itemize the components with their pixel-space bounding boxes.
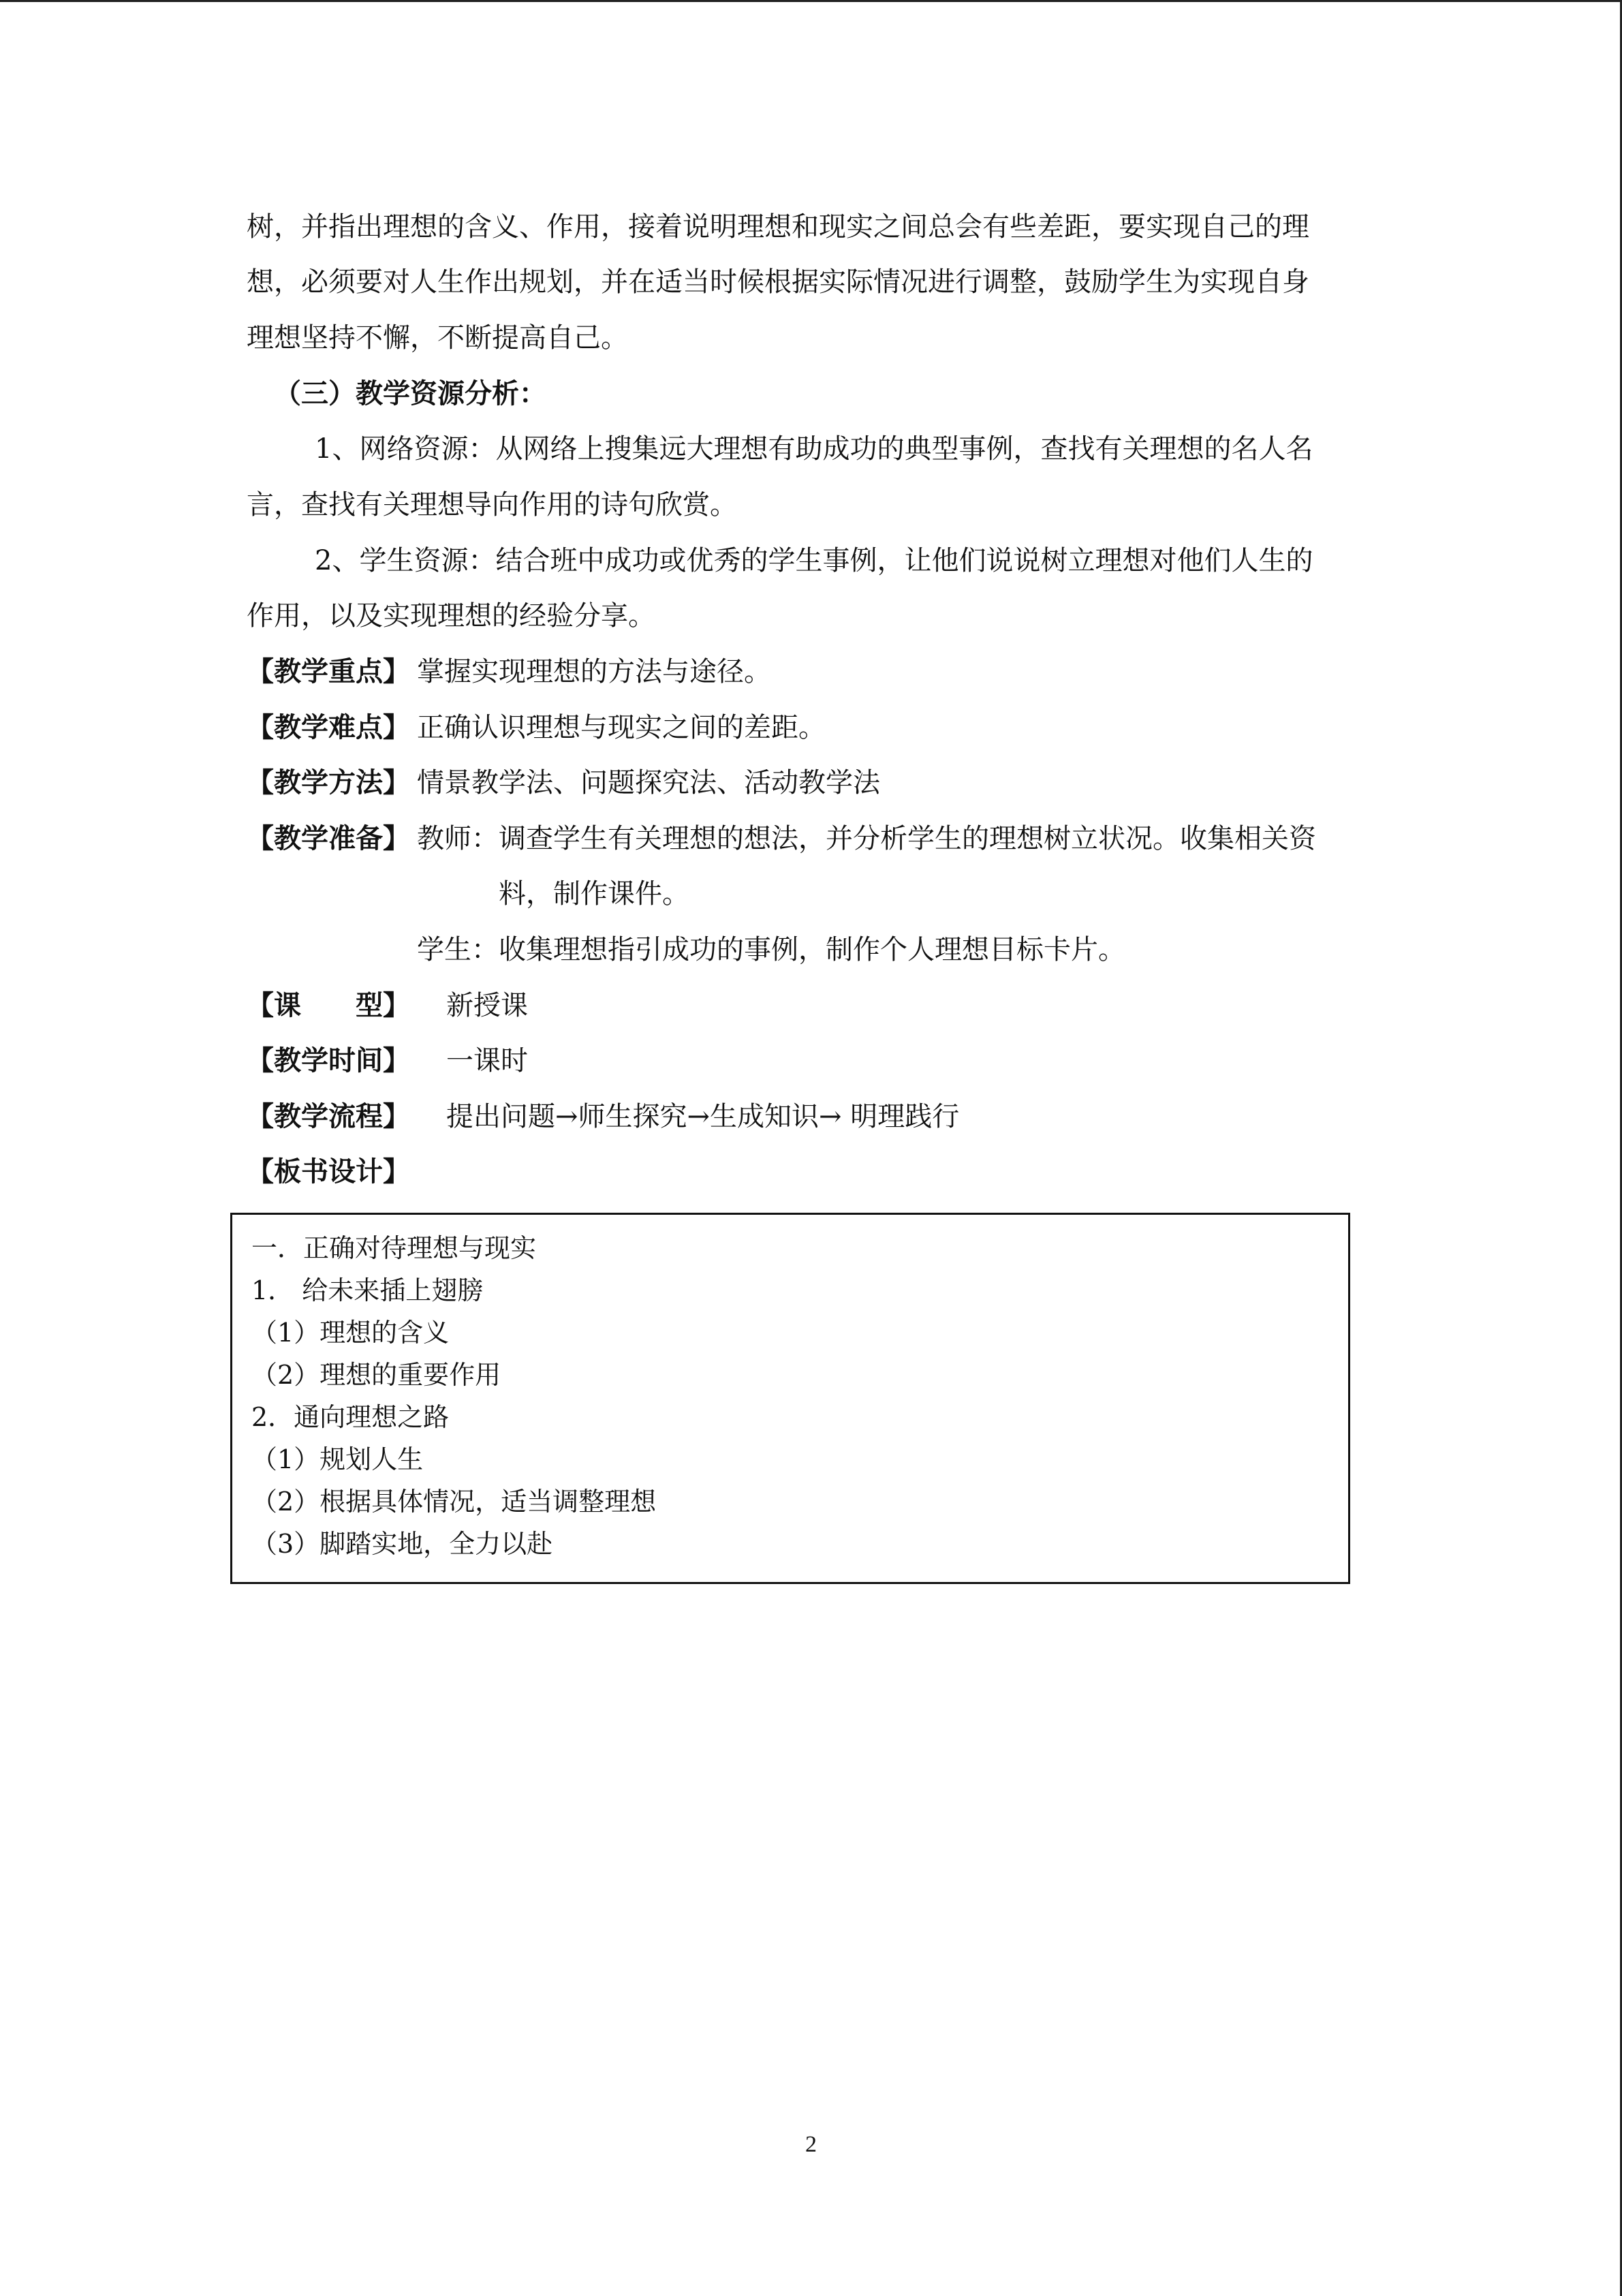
board-line-5: 2．通向理想之路: [251, 1402, 450, 1432]
time-value: 一课时: [446, 1045, 528, 1076]
prep-student: 学生：收集理想指引成功的事例，制作个人理想目标卡片。: [417, 934, 1125, 965]
intro-line-1: 树，并指出理想的含义、作用，接着说明理想和现实之间总会有些差距，要实现自己的理: [247, 211, 1309, 243]
flow-value: 提出问题→师生探究→生成知识→ 明理践行: [446, 1101, 960, 1132]
board-line-2: 1． 给未来插上翅膀: [251, 1275, 484, 1305]
resource-item-1-line-1: 1、网络资源：从网络上搜集远大理想有助成功的典型事例，查找有关理想的名人名: [315, 433, 1313, 465]
focus-value: 掌握实现理想的方法与途径。: [417, 656, 771, 687]
focus-label: 【教学重点】: [247, 655, 410, 687]
resource-item-1-line-2: 言，查找有关理想导向作用的诗句欣赏。: [247, 489, 737, 521]
intro-line-2: 想，必须要对人生作出规划，并在适当时候根据实际情况进行调整，鼓励学生为实现自身: [247, 266, 1309, 298]
flow-label: 【教学流程】: [247, 1100, 410, 1132]
board-design-label: 【板书设计】: [247, 1155, 410, 1188]
type-value: 新授课: [446, 990, 528, 1021]
resource-item-2-line-2: 作用，以及实现理想的经验分享。: [247, 600, 655, 632]
difficulty-value: 正确认识理想与现实之间的差距。: [417, 712, 826, 743]
prep-teacher-line-2: 料，制作课件。: [499, 878, 689, 910]
page-number: 2: [805, 2132, 817, 2157]
board-design-box: [230, 1213, 1350, 1584]
difficulty-label: 【教学难点】: [247, 711, 410, 743]
method-label: 【教学方法】: [247, 766, 410, 798]
board-line-6: （1）规划人生: [251, 1444, 424, 1474]
board-line-1: 一．正确对待理想与现实: [251, 1233, 537, 1263]
board-line-7: （2）根据具体情况，适当调整理想: [251, 1487, 657, 1517]
resource-item-2-line-1: 2、学生资源：结合班中成功或优秀的学生事例，让他们说说树立理想对他们人生的: [315, 545, 1313, 576]
board-line-3: （1）理想的含义: [251, 1318, 450, 1348]
type-label: 【课 型】: [247, 989, 410, 1021]
prep-teacher-line-1: 教师：调查学生有关理想的想法，并分析学生的理想树立状况。收集相关资: [417, 823, 1316, 854]
board-line-8: （3）脚踏实地，全力以赴: [251, 1529, 553, 1559]
prep-label: 【教学准备】: [247, 822, 410, 854]
time-label: 【教学时间】: [247, 1044, 410, 1076]
method-value: 情景教学法、问题探究法、活动教学法: [417, 767, 880, 798]
intro-line-3: 理想坚持不懈，不断提高自己。: [247, 322, 628, 354]
board-line-4: （2）理想的重要作用: [251, 1360, 501, 1390]
resources-heading: （三）教学资源分析：: [274, 377, 546, 409]
